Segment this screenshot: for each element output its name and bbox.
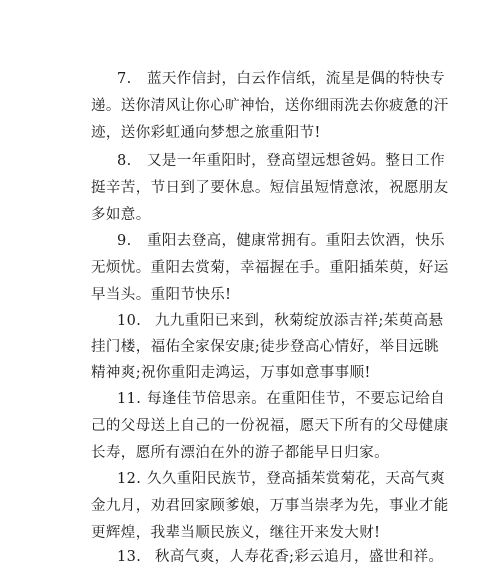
paragraph-first-line bbox=[117, 70, 445, 88]
line-text: 九九重阳已来到，秋菊绽放添吉祥;茱萸高悬 bbox=[155, 313, 444, 329]
paragraph-first-line bbox=[117, 312, 443, 330]
line-text: 秋高气爽，人寿花香;彩云追月，盛世和祥。 bbox=[155, 549, 444, 565]
line-text: 重阳去登高，健康常拥有。重阳去饮酒，快乐 bbox=[147, 233, 445, 249]
paragraph-number: 11. bbox=[117, 391, 142, 407]
paragraph-number: 13. bbox=[117, 549, 142, 565]
paragraph-line: 挂门楼，福佑全家保安康;徒步登高心情好，举目远眺 bbox=[91, 339, 439, 355]
paragraph-first-line bbox=[117, 470, 445, 488]
line-text: 又是一年重阳时，登高望远想爸妈。整日工作 bbox=[147, 153, 445, 169]
line-text: 蓝天作信封，白云作信纸，流星是偶的特快专 bbox=[147, 71, 445, 87]
paragraph-first-line bbox=[117, 548, 443, 566]
paragraph-number: 8. bbox=[117, 153, 132, 169]
line-text: 每逢佳节倍思亲。在重阳佳节，不要忘记给自 bbox=[147, 391, 445, 407]
paragraph-first-line bbox=[117, 152, 445, 170]
paragraph-number: 7. bbox=[117, 71, 132, 87]
paragraph-first-line bbox=[117, 232, 445, 250]
paragraph-line: 递。送你清风让你心旷神怡，送你细雨洗去你疲惫的汗 bbox=[91, 98, 449, 114]
paragraph-line: 早当头。重阳节快乐! bbox=[91, 287, 232, 303]
paragraph-first-line bbox=[117, 390, 445, 408]
paragraph-number: 12. bbox=[117, 471, 142, 487]
paragraph-line: 迹，送你彩虹通向梦想之旅重阳节! bbox=[91, 125, 321, 141]
paragraph-line: 金九月，劝君回家顾爹娘，万事当崇孝为先，事业才能 bbox=[91, 498, 449, 514]
paragraph-line: 无烦忧。重阳去赏菊，幸福握在手。重阳插茱萸，好运 bbox=[91, 260, 449, 276]
paragraph-number: 10. bbox=[117, 313, 142, 329]
paragraph-number: 9. bbox=[117, 233, 132, 249]
line-text: 久久重阳民族节，登高插茱赏菊花，天高气爽 bbox=[147, 471, 445, 487]
paragraph-line: 更辉煌，我辈当顺民族义，继往开来发大财! bbox=[91, 525, 381, 541]
paragraph-line: 挺辛苦，节日到了要休息。短信虽短情意浓，祝愿朋友 bbox=[91, 180, 449, 196]
paragraph-line: 长寿，愿所有漂泊在外的游子都能早日归家。 bbox=[91, 445, 389, 461]
paragraph-line: 精神爽;祝你重阳走鸿运，万事如意事事顺! bbox=[91, 365, 371, 381]
paragraph-line: 己的父母送上自己的一份祝福，愿天下所有的父母健康 bbox=[91, 418, 449, 434]
paragraph-line: 多如意。 bbox=[91, 207, 151, 223]
